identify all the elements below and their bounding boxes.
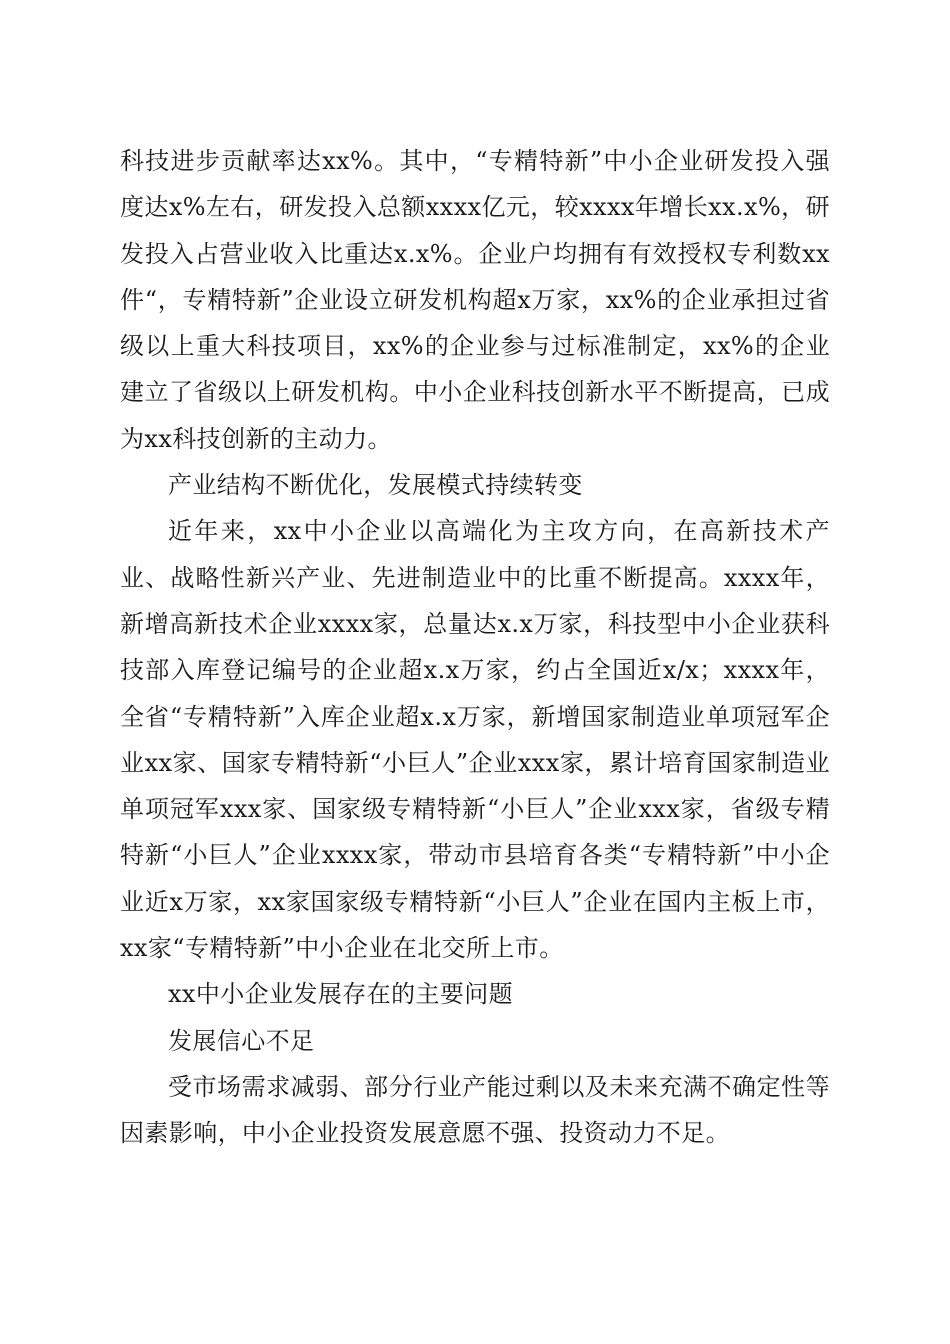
section-heading: xx中小企业发展存在的主要问题: [168, 980, 514, 1009]
body-paragraph: 科技进步贡献率达xx%。其中，“专精特新”中小企业研发投入强度达x%左右，研发投入总额xxxx亿元，较xxxx年增长xx.x%，研发投入占营业收入比重达x.x%。企业户均拥有有效授权专利数xx件“，专精特新”企业设立研发机构超x万家，xx%的企业承担过省级以上重大科技项目，xx%的企业参与过标准制定，xx%的企业建立了省级以上研发机构。中小企业科技创新水平不断提高，已成为xx科技创新的主动力。: [120, 147, 830, 453]
body-paragraph: 近年来，xx中小企业以高端化为主攻方向，在高新技术产业、战略性新兴产业、先进制造业中的比重不断提高。xxxx年，新增高新技术企业xxxx家，总量达x.x万家，科技型中小企业获科技部入库登记编号的企业超x.x万家，约占全国近x/x；xxxx年，全省“专精特新”入库企业超x.x万家，新增国家制造业单项冠军企业xx家、国家专精特新“小巨人”企业xxx家，累计培育国家制造业单项冠军xxx家、国家级专精特新“小巨人”企业xxx家，省级专精特新“小巨人”企业xxxx家，带动市县培育各类“专精特新”中小企业近x万家，xx家国家级专精特新“小巨人”企业在国内主板上市，xx家“专精特新”中小企业在北交所上市。: [120, 517, 830, 963]
body-paragraph: 受市场需求减弱、部分行业产能过剩以及未来充满不确定性等因素影响，中小企业投资发展意愿不强、投资动力不足。: [120, 1072, 830, 1148]
section-heading: 产业结构不断优化，发展模式持续转变: [168, 471, 583, 500]
subsection-heading: 发展信心不足: [168, 1026, 315, 1055]
document-page: [120, 138, 830, 1157]
